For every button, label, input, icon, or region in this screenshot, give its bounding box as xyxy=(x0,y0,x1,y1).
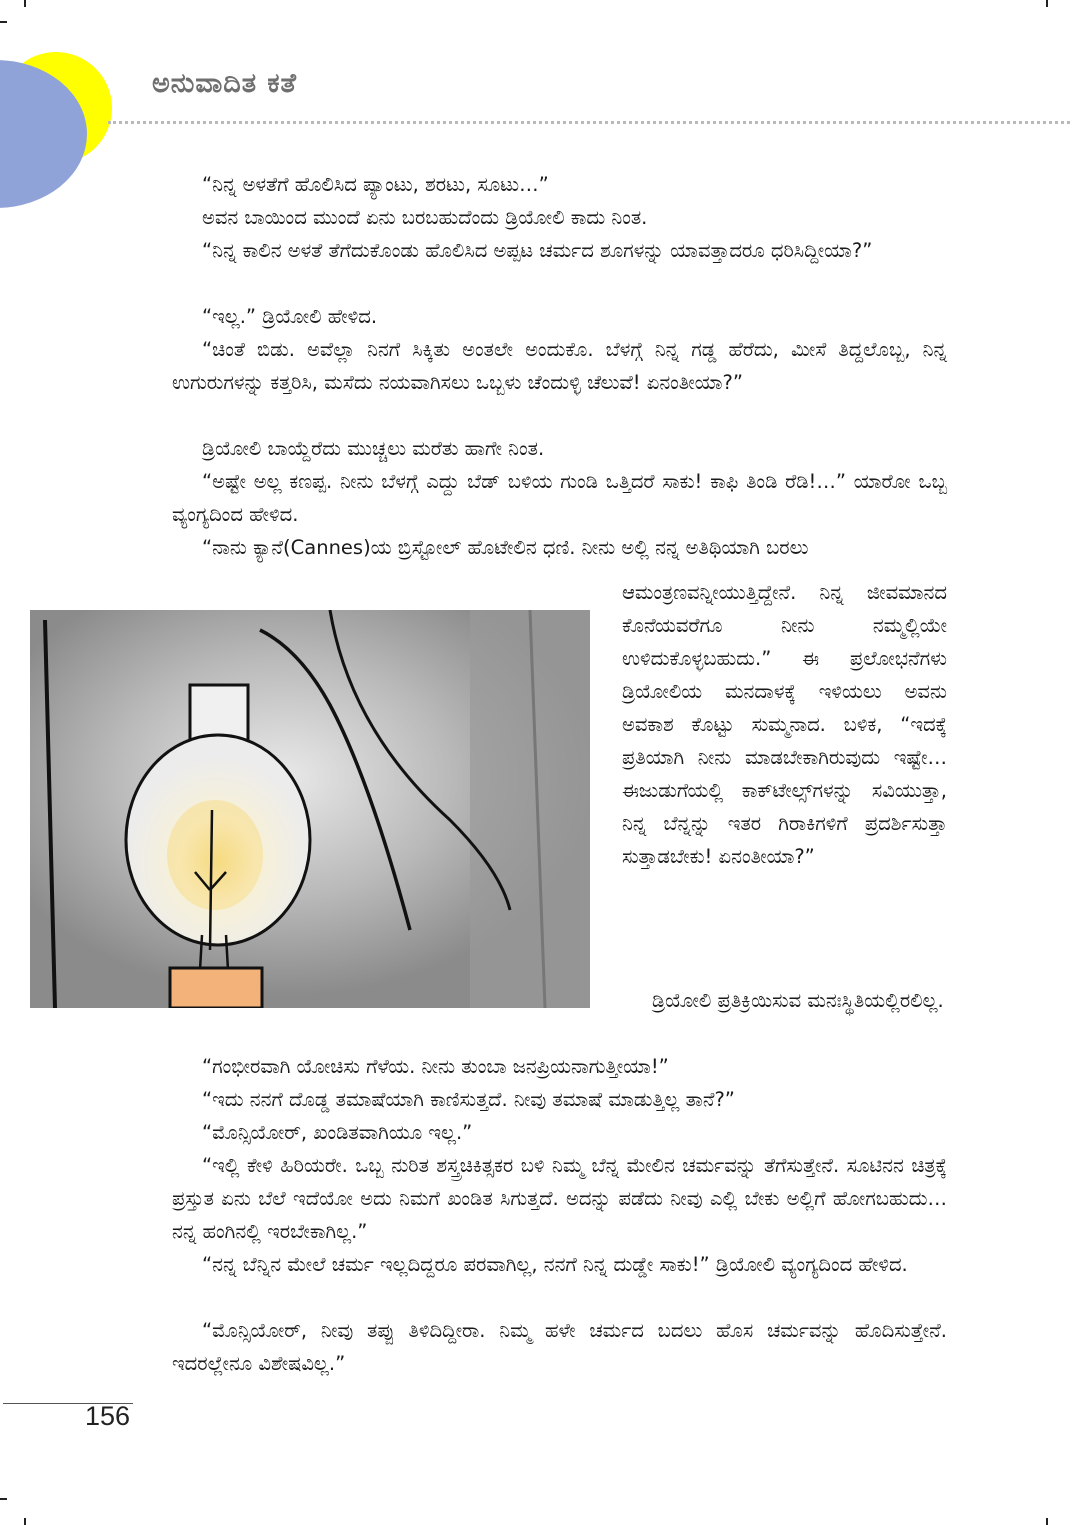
page-number: 156 xyxy=(85,1401,131,1431)
crop-mark xyxy=(0,21,7,23)
paragraph: “ಮೊನ್ಸಿಯೋರ್, ಖಂಡಿತವಾಗಿಯೂ ಇಲ್ಲ.” xyxy=(202,1121,473,1144)
crop-mark xyxy=(1046,0,1048,7)
paragraph: “ಅಷ್ಟೇ ಅಲ್ಲ ಕಣಪ್ಪ. ನೀನು ಬೆಳಗ್ಗೆ ಎದ್ದು ಬೆಡ್ ಬಳಿಯ ಗುಂಡಿ ಒತ್ತಿದರೆ ಸಾಕು! ಕಾಫಿ ತಿಂಡಿ ರೆಡಿ!…” ಯಾರೋ ಒಬ್ಬ ವ್ಯಂಗ್ಯದಿಂದ ಹೇಳಿದ. xyxy=(172,470,947,526)
paragraph: ಅವನ ಬಾಯಿಂದ ಮುಂದೆ ಏನು ಬರಬಹುದೆಂದು ಡ್ರಿಯೋಲಿ ಕಾದು ನಿಂತ. xyxy=(202,206,648,229)
paragraph: “ನನ್ನ ಬೆನ್ನಿನ ಮೇಲೆ ಚರ್ಮ ಇಲ್ಲದಿದ್ದರೂ ಪರವಾಗಿಲ್ಲ, ನನಗೆ ನಿನ್ನ ದುಡ್ಡೇ ಸಾಕು!” ಡ್ರಿಯೋಲಿ ವ್ಯಂಗ್ಯದಿಂದ ಹೇಳಿದ. xyxy=(202,1253,908,1276)
paragraph: ಡ್ರಿಯೋಲಿ ಬಾಯ್ದೆರೆದು ಮುಚ್ಚಲು ಮರೆತು ಹಾಗೇ ನಿಂತ. xyxy=(202,437,545,460)
paragraph: “ಇದು ನನಗೆ ದೊಡ್ಡ ತಮಾಷೆಯಾಗಿ ಕಾಣಿಸುತ್ತದೆ. ನೀವು ತಮಾಷೆ ಮಾಡುತ್ತಿಲ್ಲ ತಾನೆ?” xyxy=(202,1088,735,1111)
paragraph: “ಚಿಂತೆ ಬಿಡು. ಅವೆಲ್ಲಾ ನಿನಗೆ ಸಿಕ್ಕಿತು ಅಂತಲೇ ಅಂದುಕೊ. ಬೆಳಗ್ಗೆ ನಿನ್ನ ಗಡ್ಡ ಹೆರೆದು, ಮೀಸೆ ತಿದ್ದಲೊಬ್ಬ, ನಿನ್ನ ಉಗುರುಗಳನ್ನು ಕತ್ತರಿಸಿ, ಮಸೆದು ನಯವಾಗಿಸಲು ಒಬ್ಬಳು ಚೆಂದುಳ್ಳಿ ಚೆಲುವೆ! ಏನಂತೀಯಾ?” xyxy=(172,338,947,394)
crop-mark xyxy=(24,1518,26,1525)
paragraph: ಡ್ರಿಯೋಲಿ ಪ್ರತಿಕ್ರಿಯಿಸುವ ಮನಃಸ್ಥಿತಿಯಲ್ಲಿರಲಿಲ್ಲ. xyxy=(652,989,944,1012)
crop-mark xyxy=(1046,1518,1048,1525)
paragraph: “ನಿನ್ನ ಅಳತೆಗೆ ಹೊಲಿಸಿದ ಪ್ಯಾಂಟು, ಶರಟು, ಸೂಟು…” xyxy=(202,173,549,196)
paragraph: “ಇಲ್ಲ.” ಡ್ರಿಯೋಲಿ ಹೇಳಿದ. xyxy=(202,305,378,328)
lamp-illustration xyxy=(30,610,590,1008)
crop-mark xyxy=(24,0,26,7)
paragraph: “ನಿನ್ನ ಕಾಲಿನ ಅಳತೆ ತೆಗೆದುಕೊಂಡು ಹೊಲಿಸಿದ ಅಪ್ಪಟ ಚರ್ಮದ ಶೂಗಳನ್ನು ಯಾವತ್ತಾದರೂ ಧರಿಸಿದ್ದೀಯಾ?” xyxy=(202,239,873,262)
header-dotted-rule xyxy=(108,121,1070,124)
paragraph: “ಮೊನ್ಸಿಯೋರ್, ನೀವು ತಪ್ಪು ತಿಳಿದಿದ್ದೀರಾ. ನಿಮ್ಮ ಹಳೇ ಚರ್ಮದ ಬದಲು ಹೊಸ ಚರ್ಮವನ್ನು ಹೊದಿಸುತ್ತೇನೆ. ಇದರಲ್ಲೇನೂ ವಿಶೇಷವಿಲ್ಲ.” xyxy=(172,1319,947,1375)
paragraph: “ನಾನು ಕ್ಯಾನೆ(Cannes)ಯ ಬ್ರಿಸ್ಟೋಲ್ ಹೊಟೇಲಿನ ಧಣಿ. ನೀನು ಅಲ್ಲಿ ನನ್ನ ಅತಿಥಿಯಾಗಿ ಬರಲು xyxy=(202,536,809,559)
section-title: ಅನುವಾದಿತ ಕತೆ xyxy=(152,68,297,99)
paragraph: ಆಮಂತ್ರಣವನ್ನೀಯುತ್ತಿದ್ದೇನೆ. ನಿನ್ನ ಜೀವಮಾನದ ಕೊನೆಯವರೆಗೂ ನೀನು ನಮ್ಮಲ್ಲಿಯೇ ಉಳಿದುಕೊಳ್ಳಬಹುದು.” ಈ ಪ್ರಲೋಭನೆಗಳು ಡ್ರಿಯೋಲಿಯ ಮನದಾಳಕ್ಕೆ ಇಳಿಯಲು ಅವನು ಅವಕಾಶ ಕೊಟ್ಟು ಸುಮ್ಮನಾದ. ಬಳಿಕ, “ಇದಕ್ಕೆ ಪ್ರತಿಯಾಗಿ ನೀನು ಮಾಡಬೇಕಾಗಿರುವುದು ಇಷ್ಟೇ… ಈಜುಡುಗೆಯಲ್ಲಿ ಕಾಕ್‌ಟೇಲ್ಸ್‌ಗಳನ್ನು ಸವಿಯುತ್ತಾ, ನಿನ್ನ ಬೆನ್ನನ್ನು ಇತರ ಗಿರಾಕಿಗಳಿಗೆ ಪ್ರದರ್ಶಿಸುತ್ತಾ ಸುತ್ತಾಡಬೇಕು! ಏನಂತೀಯಾ?” xyxy=(622,581,947,868)
crop-mark xyxy=(0,1498,7,1500)
paragraph: “ಇಲ್ಲಿ ಕೇಳಿ ಹಿರಿಯರೇ. ಒಬ್ಬ ನುರಿತ ಶಸ್ತ್ರಚಿಕಿತ್ಸಕರ ಬಳಿ ನಿಮ್ಮ ಬೆನ್ನ ಮೇಲಿನ ಚರ್ಮವನ್ನು ತೆಗೆಸುತ್ತೇನೆ. ಸೂಟಿನನ ಚಿತ್ರಕ್ಕೆ ಪ್ರಸ್ತುತ ಏನು ಬೆಲೆ ಇದೆಯೋ ಅದು ನಿಮಗೆ ಖಂಡಿತ ಸಿಗುತ್ತದೆ. ಅದನ್ನು ಪಡೆದು ನೀವು ಎಲ್ಲಿ ಬೇಕು ಅಲ್ಲಿಗೆ ಹೋಗಬಹುದು… ನನ್ನ ಹಂಗಿನಲ್ಲಿ ಇರಬೇಕಾಗಿಲ್ಲ.” xyxy=(172,1154,947,1243)
paragraph: “ಗಂಭೀರವಾಗಿ ಯೋಚಿಸು ಗೆಳೆಯ. ನೀನು ತುಂಬಾ ಜನಪ್ರಿಯನಾಗುತ್ತೀಯಾ!” xyxy=(202,1055,669,1078)
